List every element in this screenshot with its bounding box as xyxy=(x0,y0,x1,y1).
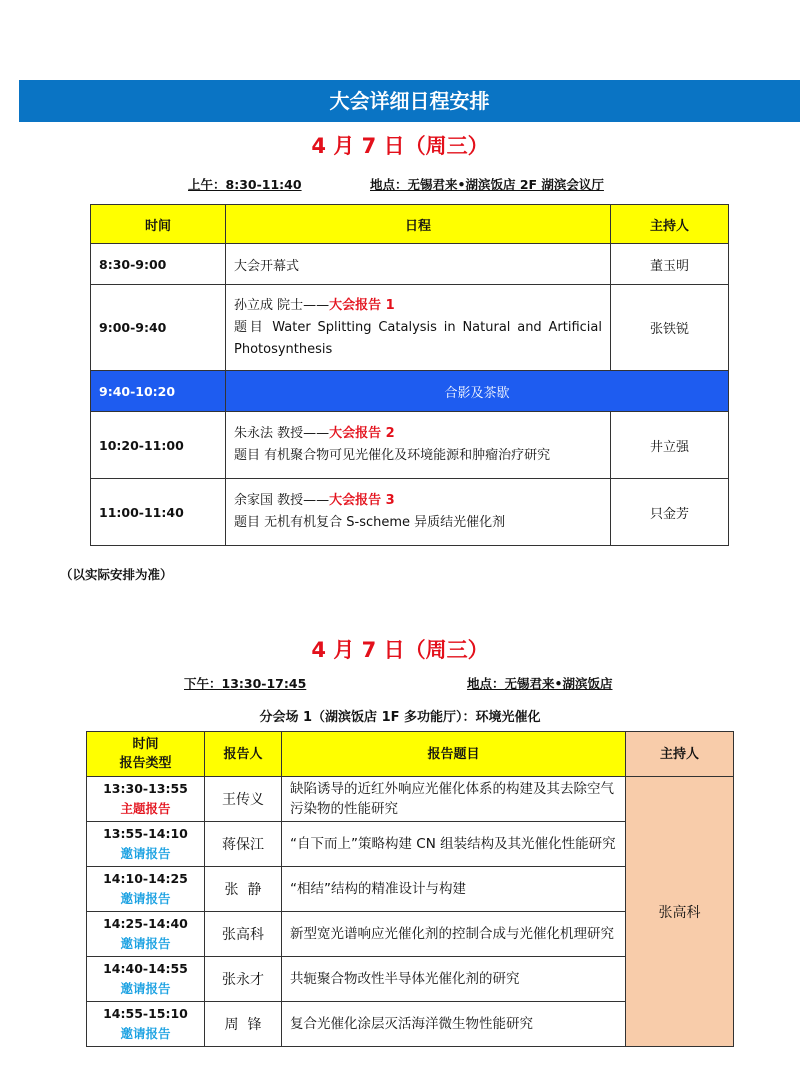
row-time-type xyxy=(87,1002,205,1047)
row-time-type xyxy=(87,867,205,912)
header-type: 报告类型 xyxy=(119,756,172,771)
venue-title: 分会场 1（湖滨饭店 1F 多功能厅）：环境光催化 xyxy=(259,710,541,725)
speaker-line xyxy=(234,490,602,512)
report-label: 大会报告 1 xyxy=(329,297,395,313)
morning-day-title: 4 月 7 日（周三） xyxy=(311,134,489,158)
header-host: 主持人 xyxy=(626,732,734,777)
header-topic: 报告题目 xyxy=(282,732,626,777)
row-time: 8:30-9:00 xyxy=(91,244,226,285)
row-host: 张铁锐 xyxy=(611,285,729,371)
row-speaker: 王传义 xyxy=(205,777,282,822)
table-row xyxy=(91,244,729,285)
row-time-type xyxy=(87,777,205,822)
row-speaker: 张永才 xyxy=(205,957,282,1002)
schedule-note: （以实际安排为准） xyxy=(60,567,173,582)
afternoon-time-label: 下午：13:30-17:45 xyxy=(184,676,307,691)
header-time-type xyxy=(87,732,205,777)
report-label: 大会报告 2 xyxy=(329,426,395,441)
row-time-type xyxy=(87,912,205,957)
report-label: 大会报告 3 xyxy=(329,493,395,508)
table-row xyxy=(91,412,729,479)
table-header-row xyxy=(91,205,729,244)
session-host: 张高科 xyxy=(626,777,734,1047)
header-host: 主持人 xyxy=(611,205,729,244)
afternoon-schedule-table xyxy=(86,731,734,1047)
row-time: 13:55-14:10 xyxy=(103,826,188,841)
row-topic: 复合光催化涂层灭活海洋微生物性能研究 xyxy=(282,1002,626,1047)
topic-line: 题目 有机聚合物可见光催化及环境能源和肿瘤治疗研究 xyxy=(234,448,551,463)
header-time: 时间 xyxy=(91,205,226,244)
header-speaker: 报告人 xyxy=(205,732,282,777)
table-row xyxy=(87,777,734,822)
table-row-break xyxy=(91,371,729,412)
row-time: 10:20-11:00 xyxy=(91,412,226,479)
row-speaker: 张高科 xyxy=(205,912,282,957)
report-type: 邀请报告 xyxy=(120,891,171,906)
row-host: 井立强 xyxy=(611,412,729,479)
schedule-banner: 大会详细日程安排 xyxy=(19,80,800,122)
morning-location-label: 地点：无锡君来•湖滨饭店 2F 湖滨会议厅 xyxy=(370,177,604,192)
morning-time-label: 上午：8:30-11:40 xyxy=(188,177,302,192)
row-event xyxy=(226,285,611,371)
row-time: 14:40-14:55 xyxy=(103,961,188,976)
row-topic: 缺陷诱导的近红外响应光催化体系的构建及其去除空气污染物的性能研究 xyxy=(282,777,626,822)
row-host: 只金芳 xyxy=(611,479,729,546)
row-topic: “相结”结构的精准设计与构建 xyxy=(282,867,626,912)
row-time-type xyxy=(87,957,205,1002)
tea-break-label: 合影及茶歇 xyxy=(226,371,729,412)
row-event xyxy=(226,412,611,479)
report-type: 邀请报告 xyxy=(120,936,171,951)
row-time: 11:00-11:40 xyxy=(91,479,226,546)
row-time: 14:10-14:25 xyxy=(103,871,188,886)
speaker-line xyxy=(234,423,602,445)
speaker-line xyxy=(234,295,602,317)
row-time-type xyxy=(87,822,205,867)
row-speaker: 蒋保江 xyxy=(205,822,282,867)
topic-line: 题目 无机有机复合 S-scheme 异质结光催化剂 xyxy=(234,515,506,530)
report-type: 主题报告 xyxy=(120,801,171,816)
row-topic: “自下而上”策略构建 CN 组装结构及其光催化性能研究 xyxy=(282,822,626,867)
row-time: 13:30-13:55 xyxy=(103,781,188,796)
speaker-name: 朱永法 教授—— xyxy=(234,426,330,441)
row-time: 14:25-14:40 xyxy=(103,916,188,931)
table-row xyxy=(91,479,729,546)
header-schedule: 日程 xyxy=(226,205,611,244)
report-type: 邀请报告 xyxy=(120,846,171,861)
morning-schedule-table xyxy=(90,204,729,546)
table-row xyxy=(91,285,729,371)
row-time: 9:40-10:20 xyxy=(91,371,226,412)
afternoon-location-label: 地点：无锡君来•湖滨饭店 xyxy=(467,676,613,691)
row-topic: 共轭聚合物改性半导体光催化剂的研究 xyxy=(282,957,626,1002)
row-host: 董玉明 xyxy=(611,244,729,285)
header-time: 时间 xyxy=(132,737,159,752)
row-topic: 新型宽光谱响应光催化剂的控制合成与光催化机理研究 xyxy=(282,912,626,957)
speaker-name: 孙立成 院士—— xyxy=(234,297,330,313)
row-event xyxy=(226,479,611,546)
row-time: 14:55-15:10 xyxy=(103,1006,188,1021)
table-header-row xyxy=(87,732,734,777)
topic-line: 题目 Water Splitting Catalysis in Natural and Artificial Photosynthesis xyxy=(234,319,602,357)
report-type: 邀请报告 xyxy=(120,1026,171,1041)
row-time: 9:00-9:40 xyxy=(91,285,226,371)
afternoon-day-title: 4 月 7 日（周三） xyxy=(311,638,489,662)
speaker-name: 余家国 教授—— xyxy=(234,493,330,508)
row-event: 大会开幕式 xyxy=(226,244,611,285)
row-speaker: 张 静 xyxy=(205,867,282,912)
report-type: 邀请报告 xyxy=(120,981,171,996)
row-speaker: 周 锋 xyxy=(205,1002,282,1047)
